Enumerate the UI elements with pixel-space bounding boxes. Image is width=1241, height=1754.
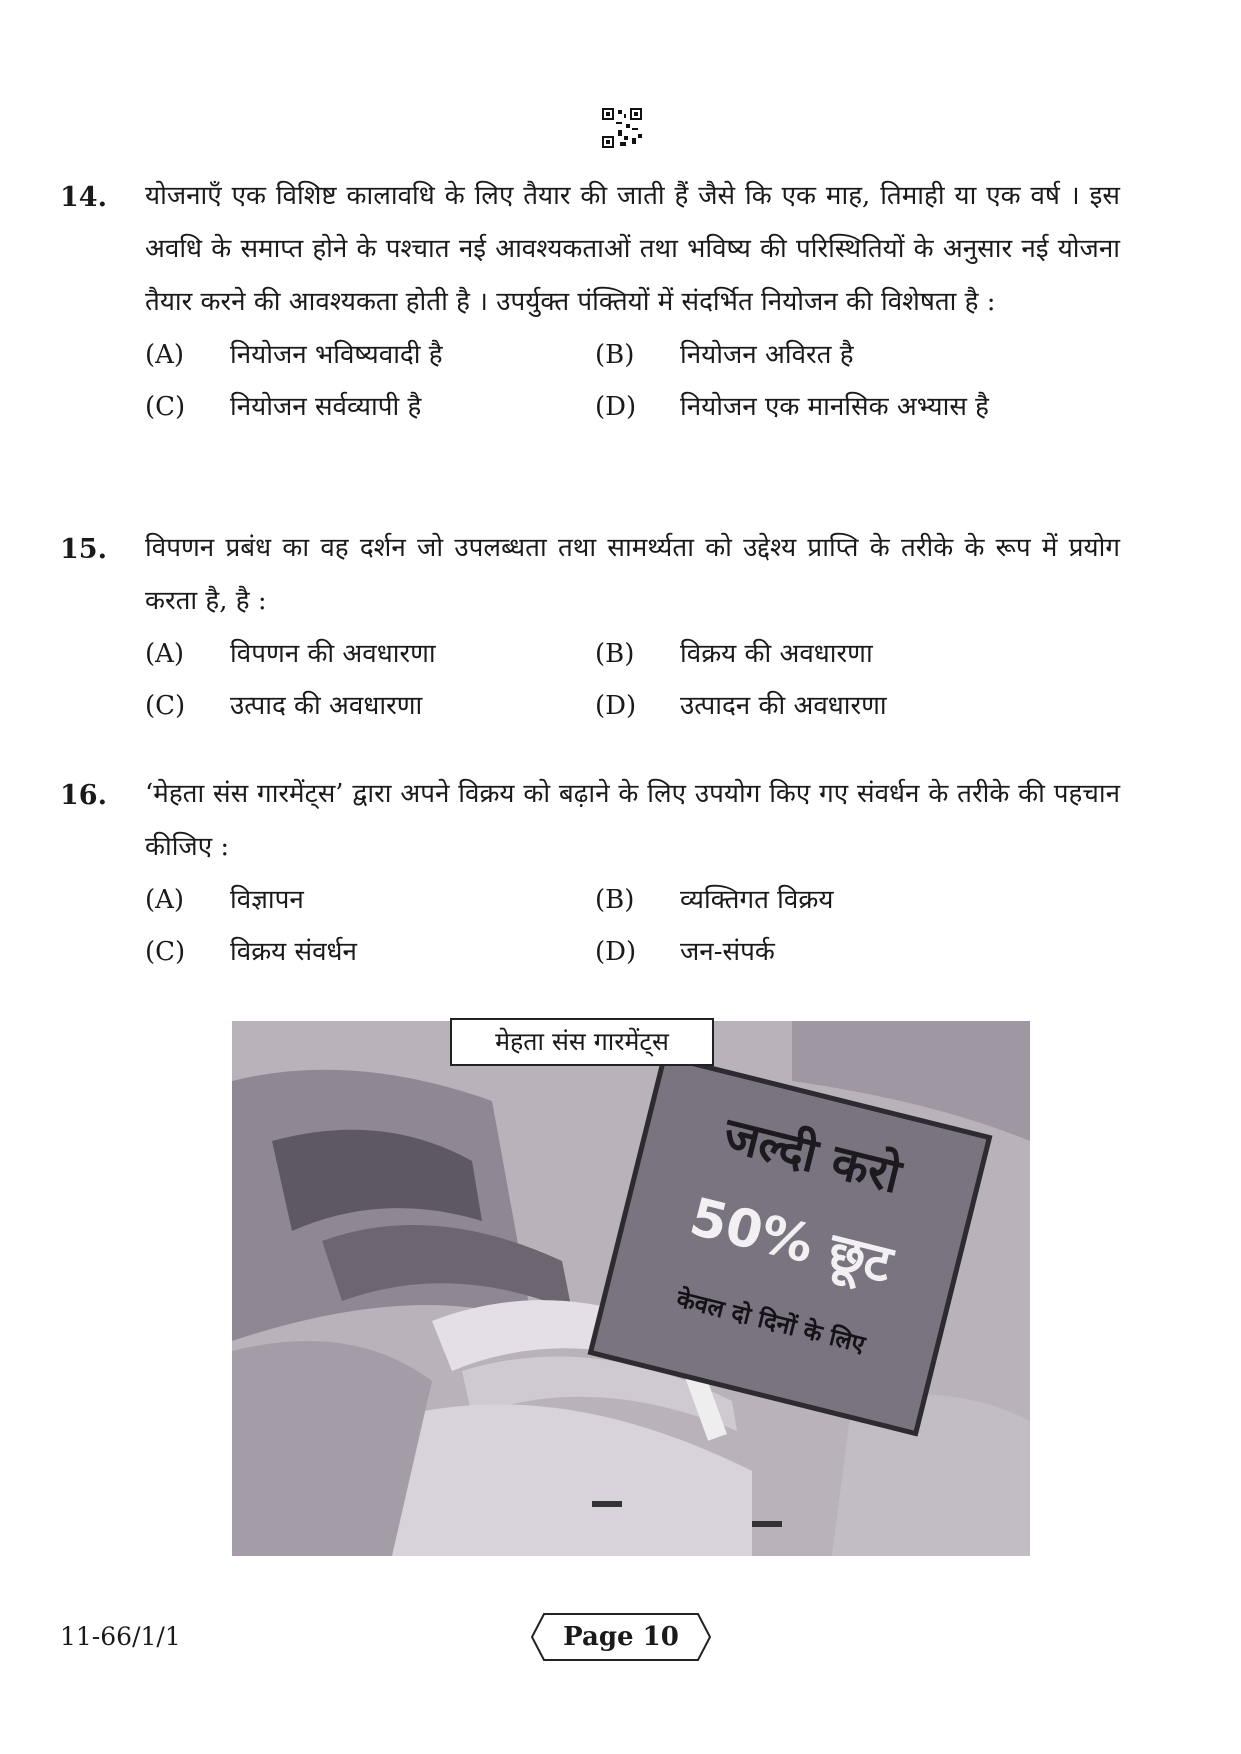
question-number: 15. [60,534,107,565]
option-b: (B) विक्रय की अवधारणा [595,639,873,669]
option-d: (D) नियोजन एक मानसिक अभ्यास है [595,392,989,422]
options [145,880,1120,984]
qr-code-icon [602,108,642,148]
option-b: (B) नियोजन अविरत है [595,340,854,370]
question-text: ‘मेहता संस गारमेंट्स’ द्वारा अपने विक्रय को बढ़ाने के लिए उपयोग किए गए संवर्धन के तरीके की पहचान कीजिए : [145,779,1120,862]
option-c: (C) उत्पाद की अवधारणा [145,691,423,721]
option-a: (A) विज्ञापन [145,885,304,915]
option-d: (D) जन-संपर्क [595,937,775,967]
question-text: विपणन प्रबंध का वह दर्शन जो उपलब्धता तथा सामर्थ्यता को उद्देश्य प्राप्ति के तरीके के रूप में प्रयोग करता है, है : [145,533,1120,616]
option-a: (A) नियोजन भविष्यवादी है [145,340,443,370]
question-text: योजनाएँ एक विशिष्ट कालावधि के लिए तैयार की जाती हैं जैसे कि एक माह, तिमाही या एक वर्ष । इस अवधि के समाप्त होने के पश्चात नई आवश्यकताओं तथा भविष्य की परिस्थितियों के अनुसार नई योजना तैयार करने की आवश्यकता होती है । उपर्युक्त पंक्तियों में संदर्भित नियोजन की विशेषता है : [145,181,1120,317]
question-number: 16. [60,780,107,811]
page-number: Page 10 [563,1622,679,1652]
options [145,335,1120,439]
figure-caption: मेहता संस गारमेंट्स [450,1018,714,1066]
options [145,634,1120,738]
option-a: (A) विपणन की अवधारणा [145,639,436,669]
option-c: (C) नियोजन सर्वव्यापी है [145,392,422,422]
sign-text-discount: 50% छूट [684,1187,898,1296]
question-15 [60,522,1120,738]
option-d: (D) उत्पादन की अवधारणा [595,691,887,721]
sign-text-duration: केवल दो दिनों के लिए [673,1284,868,1359]
question-number: 14. [60,182,107,213]
question-16 [60,768,1120,984]
question-14 [60,170,1120,439]
option-b: (B) व्यक्तिगत विक्रय [595,885,834,915]
option-c: (C) विक्रय संवर्धन [145,937,357,967]
paper-code: 11-66/1/1 [60,1622,181,1651]
sign-text-hurry: जल्दी करो [718,1106,907,1205]
